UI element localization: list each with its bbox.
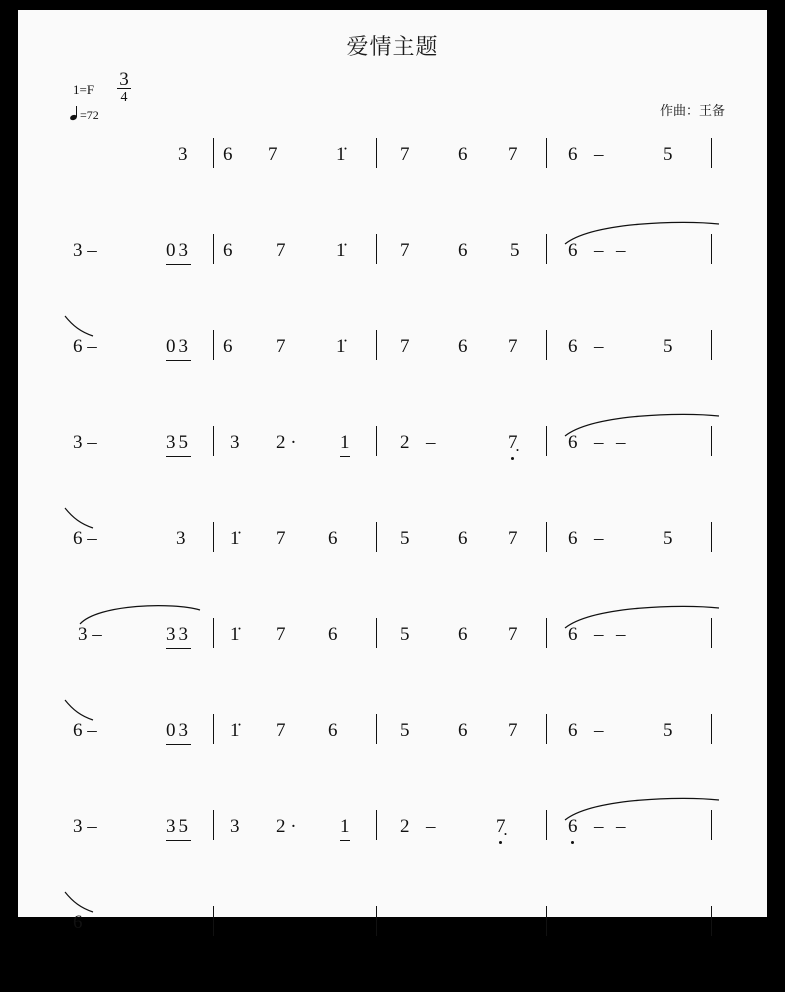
note: 2 · <box>276 816 297 837</box>
note-low-octave <box>496 816 506 838</box>
beamed-notes: 03 <box>166 336 191 361</box>
note: 7 <box>268 144 278 165</box>
beamed-notes: 35 <box>166 816 191 841</box>
note-extension: – <box>616 432 626 453</box>
note-value: 7̣ <box>508 432 518 453</box>
note: 6 <box>458 240 468 261</box>
barline <box>546 810 547 840</box>
note <box>340 432 350 457</box>
slur-arc <box>563 796 723 822</box>
pickup-note: 3 <box>178 144 188 165</box>
note: 6 <box>223 336 233 357</box>
music-system-2 <box>18 224 767 320</box>
note-value: 6 <box>568 816 578 837</box>
barline <box>546 522 547 552</box>
barline <box>213 138 214 168</box>
note: 6 <box>458 336 468 357</box>
note: 6 <box>568 432 578 453</box>
sheet-music-page <box>18 10 767 933</box>
note: 5 <box>663 720 673 741</box>
barline <box>376 234 377 264</box>
note-extension: – <box>594 240 604 261</box>
pickup-note: 3 – <box>73 240 97 261</box>
barline <box>546 906 547 936</box>
barline <box>711 234 712 264</box>
barline <box>546 618 547 648</box>
tempo-marking <box>70 108 99 123</box>
note: 6 <box>568 624 578 645</box>
note: 6 <box>568 144 578 165</box>
note: 6 <box>568 336 578 357</box>
beamed-group <box>166 336 191 361</box>
note: 7 <box>400 144 410 165</box>
pickup-note-2: 3 <box>176 528 186 549</box>
note: 2 <box>400 816 410 837</box>
beamed-notes: 33 <box>166 624 191 649</box>
barline <box>376 330 377 360</box>
note-extension: – <box>594 720 604 741</box>
time-signature-numerator: 3 <box>119 69 129 90</box>
barline <box>376 522 377 552</box>
note: 6 <box>458 144 468 165</box>
barline <box>711 906 712 936</box>
note: 6 <box>568 528 578 549</box>
note-extension: – <box>594 432 604 453</box>
note: 7 <box>508 624 518 645</box>
note-extension: – <box>594 816 604 837</box>
barline <box>213 330 214 360</box>
music-system-3 <box>18 320 767 416</box>
slur-arc <box>563 412 723 438</box>
slur-arc <box>563 604 723 630</box>
note: 6 <box>223 144 233 165</box>
barline <box>711 138 712 168</box>
barline <box>711 618 712 648</box>
beamed-group <box>166 432 191 457</box>
note-extension: – <box>594 624 604 645</box>
note-extension: – <box>426 816 436 837</box>
note: 2 <box>400 432 410 453</box>
note-extension: – <box>616 816 626 837</box>
music-system-5 <box>18 512 767 608</box>
pickup-note: 6 – <box>73 720 97 741</box>
pickup-note: 3 – <box>73 432 97 453</box>
note: 5 <box>400 528 410 549</box>
note: 5 <box>400 720 410 741</box>
note: 7 <box>276 720 286 741</box>
beamed-group <box>166 624 191 649</box>
music-system-4 <box>18 416 767 512</box>
music-system-9 <box>18 896 767 992</box>
note: 6 <box>328 624 338 645</box>
note: 7 <box>400 336 410 357</box>
note: 6 <box>328 528 338 549</box>
note <box>340 816 350 841</box>
pickup-note: 6 – <box>73 528 97 549</box>
slur-arc <box>563 220 723 246</box>
note: 6 <box>568 720 578 741</box>
quarter-note-icon <box>70 109 80 121</box>
note-extension: – <box>594 144 604 165</box>
note: 7 <box>508 720 518 741</box>
barline <box>376 138 377 168</box>
tempo-value: =72 <box>80 108 99 122</box>
barline <box>213 810 214 840</box>
barline <box>711 810 712 840</box>
key-signature: 1=F <box>73 82 95 97</box>
note-low-octave <box>508 432 518 454</box>
note: 1̇ <box>336 240 346 261</box>
note: 6 <box>328 720 338 741</box>
beamed-notes: 03 <box>166 720 191 745</box>
barline <box>213 522 214 552</box>
note: 5 <box>663 336 673 357</box>
note: 5 <box>510 240 520 261</box>
note-extension: – <box>594 336 604 357</box>
pickup-note: 6 <box>73 912 83 933</box>
barline <box>376 906 377 936</box>
barline <box>546 234 547 264</box>
music-system-6 <box>18 608 767 704</box>
beamed-notes: 03 <box>166 240 191 265</box>
note: 7 <box>508 528 518 549</box>
note: 7 <box>508 336 518 357</box>
note: 3 <box>230 816 240 837</box>
barline <box>213 714 214 744</box>
barline <box>546 426 547 456</box>
note: 6 <box>458 624 468 645</box>
barline <box>711 426 712 456</box>
note-extension: – <box>616 624 626 645</box>
note: 7 <box>276 240 286 261</box>
note: 7 <box>400 240 410 261</box>
note: 1̇ <box>336 336 346 357</box>
note-extension: – <box>616 240 626 261</box>
time-signature <box>113 69 135 105</box>
note-low-octave <box>568 816 578 838</box>
page-title: 爱情主题 <box>346 35 439 60</box>
note: 3 <box>230 432 240 453</box>
note-extension: – <box>594 528 604 549</box>
beamed-notes: 1 <box>340 816 350 841</box>
note: 5 <box>400 624 410 645</box>
barline <box>546 330 547 360</box>
pickup-note: 3 – <box>78 624 102 645</box>
time-signature-denominator: 4 <box>120 90 128 105</box>
composer-credit: 作曲：王备 <box>659 104 725 119</box>
barline <box>376 714 377 744</box>
note-extension: – <box>426 432 436 453</box>
note: 1̇ <box>230 624 240 645</box>
note: 7 <box>508 144 518 165</box>
barline <box>376 810 377 840</box>
note: 5 <box>663 528 673 549</box>
barline <box>711 330 712 360</box>
note: 6 <box>458 720 468 741</box>
note: 5 <box>663 144 673 165</box>
beamed-notes: 1 <box>340 432 350 457</box>
note: 2 · <box>276 432 297 453</box>
note: 7 <box>276 624 286 645</box>
music-system-8 <box>18 800 767 896</box>
note: 1̇ <box>230 720 240 741</box>
barline <box>546 714 547 744</box>
beamed-group <box>166 720 191 745</box>
beamed-group <box>166 240 191 265</box>
barline <box>213 618 214 648</box>
note-value: 7̣ <box>496 816 506 837</box>
note: 6 <box>223 240 233 261</box>
music-system-7 <box>18 704 767 800</box>
pickup-note: 3 – <box>73 816 97 837</box>
barline <box>213 426 214 456</box>
note: 7 <box>276 528 286 549</box>
barline <box>213 906 214 936</box>
barline <box>711 522 712 552</box>
note: 6 <box>458 528 468 549</box>
pickup-note: 6 – <box>73 336 97 357</box>
music-system-1 <box>18 128 767 224</box>
barline <box>213 234 214 264</box>
beamed-group <box>166 816 191 841</box>
note: 1̇ <box>336 144 346 165</box>
barline <box>546 138 547 168</box>
note: 1̇ <box>230 528 240 549</box>
note: 6 <box>568 240 578 261</box>
barline <box>376 618 377 648</box>
barline <box>711 714 712 744</box>
note: 7 <box>276 336 286 357</box>
beamed-notes: 35 <box>166 432 191 457</box>
barline <box>376 426 377 456</box>
